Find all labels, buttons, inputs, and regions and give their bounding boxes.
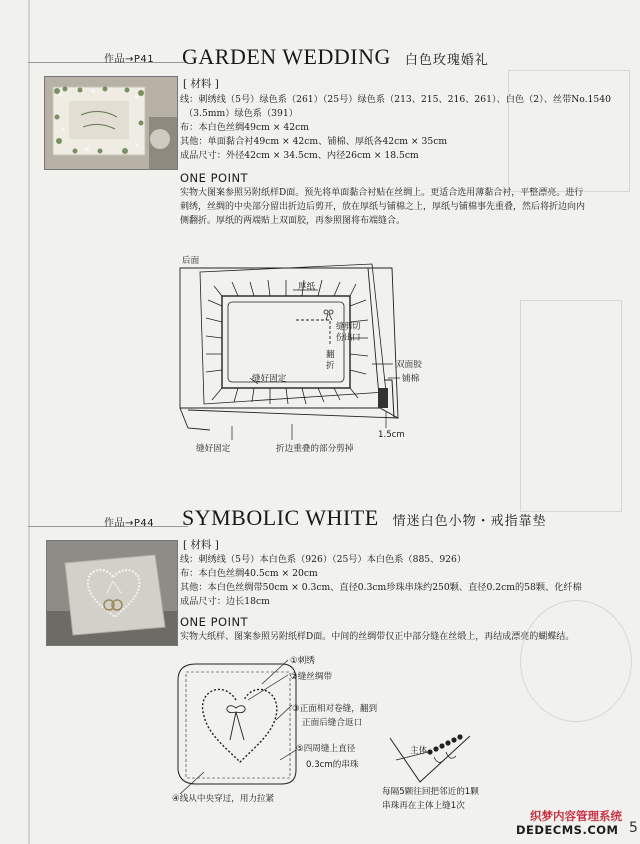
- diagram-label-trim: 折边重叠的部分剪掉: [276, 444, 354, 454]
- title-en: GARDEN WEDDING: [182, 44, 391, 69]
- page-number: 5: [629, 820, 638, 836]
- step-label-3b: 正面后缝合返口: [302, 718, 363, 728]
- step-label-3a: ③正面相对卷缝，翻到: [292, 704, 378, 714]
- bead-note-2: 串珠再在主体上缝1次: [382, 801, 465, 811]
- diagram-label-main: 主体: [410, 746, 428, 756]
- onepoint-heading: ONE POINT: [180, 615, 249, 629]
- onepoint-heading: ONE POINT: [180, 171, 249, 185]
- diagram-label-fold: 翻: [326, 350, 335, 360]
- diagram-label-paper: 厚纸: [298, 282, 316, 292]
- diagram-label-sew-2: 缝好固定: [196, 444, 231, 454]
- material-line: 线：刺绣线（5号）绿色系（261）（25号）绿色系（213、215、216、261）、白色（2）、丝带No.1540: [180, 94, 611, 105]
- title-en: SYMBOLIC WHITE: [182, 505, 379, 530]
- diagram-label-batting: 铺棉: [402, 374, 420, 384]
- material-line: 其他：单面黏合衬49cm × 42cm、铺棉、厚纸各42cm × 35cm: [180, 136, 448, 147]
- title-cn: 白色玫瑰婚礼: [404, 53, 489, 68]
- diagram-label-fold-2: 折: [326, 361, 335, 371]
- step-label-2: ②缝丝绸带: [290, 672, 333, 682]
- bead-note-1: 每隔5颗往回把邻近的1颗: [382, 787, 479, 797]
- diagram-label-cut-a: 缝份: [336, 322, 345, 343]
- onepoint-line: 刺绣，丝绸的中央部分留出折边后剪开，放在厚纸与铺棉之上，厚纸与铺棉事先重叠，然后将折边向内: [180, 202, 586, 212]
- material-line: 布：本白色丝绸49cm × 42cm: [180, 122, 309, 133]
- diagram-label-cut-b: 剪出: [344, 322, 353, 343]
- material-line: （3.5mm）绿色系（391）: [184, 108, 298, 119]
- onepoint-line: 实物大图案参照另附纸样D面。预先将单面黏合衬贴在丝绸上。更适合选用薄黏合衬，平整漂亮。进行: [180, 188, 584, 198]
- materials-heading: [ 材料 ]: [183, 78, 219, 90]
- diagram-label-back: 后面: [182, 256, 200, 266]
- materials-heading: [ 材料 ]: [183, 539, 219, 551]
- material-line: 其他：本白色丝绸带50cm × 0.3cm、直径0.3cm珍珠串珠约250颗、直径0.2cm的58颗、化纤棉: [180, 582, 582, 593]
- step-label-4: ④线从中央穿过，用力拉紧: [172, 794, 275, 804]
- work-label: 作品→P44: [104, 518, 155, 529]
- material-line: 线：刺绣线（5号）本白色系（926）（25号）本白色系（885、926）: [180, 554, 467, 565]
- material-line: 成品尺寸：外径42cm × 34.5cm、内径26cm × 18.5cm: [180, 150, 419, 161]
- step-label-5b: 0.3cm的串珠: [306, 760, 359, 770]
- material-line: 成品尺寸：边长18cm: [180, 596, 270, 607]
- diagram-label-sew-1: 缝好固定: [252, 374, 287, 384]
- onepoint-line: 实物大纸样、图案参照另附纸样D面。中间的丝绸带仅正中部分缝在丝缎上，再结成漂亮的蝴蝶结。: [180, 632, 575, 642]
- watermark-cn: 织梦内容管理系统: [530, 809, 622, 823]
- step-label-1: ①刺绣: [290, 656, 315, 666]
- diagram-label-tape: 双面胶: [396, 360, 422, 370]
- material-line: 布：本白色丝绸40.5cm × 20cm: [180, 568, 318, 579]
- diagram-label-cut-c: 切口: [352, 322, 361, 343]
- step-label-5a: ⑤四周缝上直径: [296, 744, 356, 754]
- work-label: 作品→P41: [104, 54, 155, 65]
- onepoint-line: 侧翻折。厚纸的两端贴上双面胶，再参照图将布端缝合。: [180, 216, 406, 226]
- title-cn: 情迷白色小物・戒指靠垫: [392, 514, 547, 529]
- diagram-label-size: 1.5cm: [378, 430, 405, 440]
- watermark-en: DEDECMS.COM: [516, 823, 619, 837]
